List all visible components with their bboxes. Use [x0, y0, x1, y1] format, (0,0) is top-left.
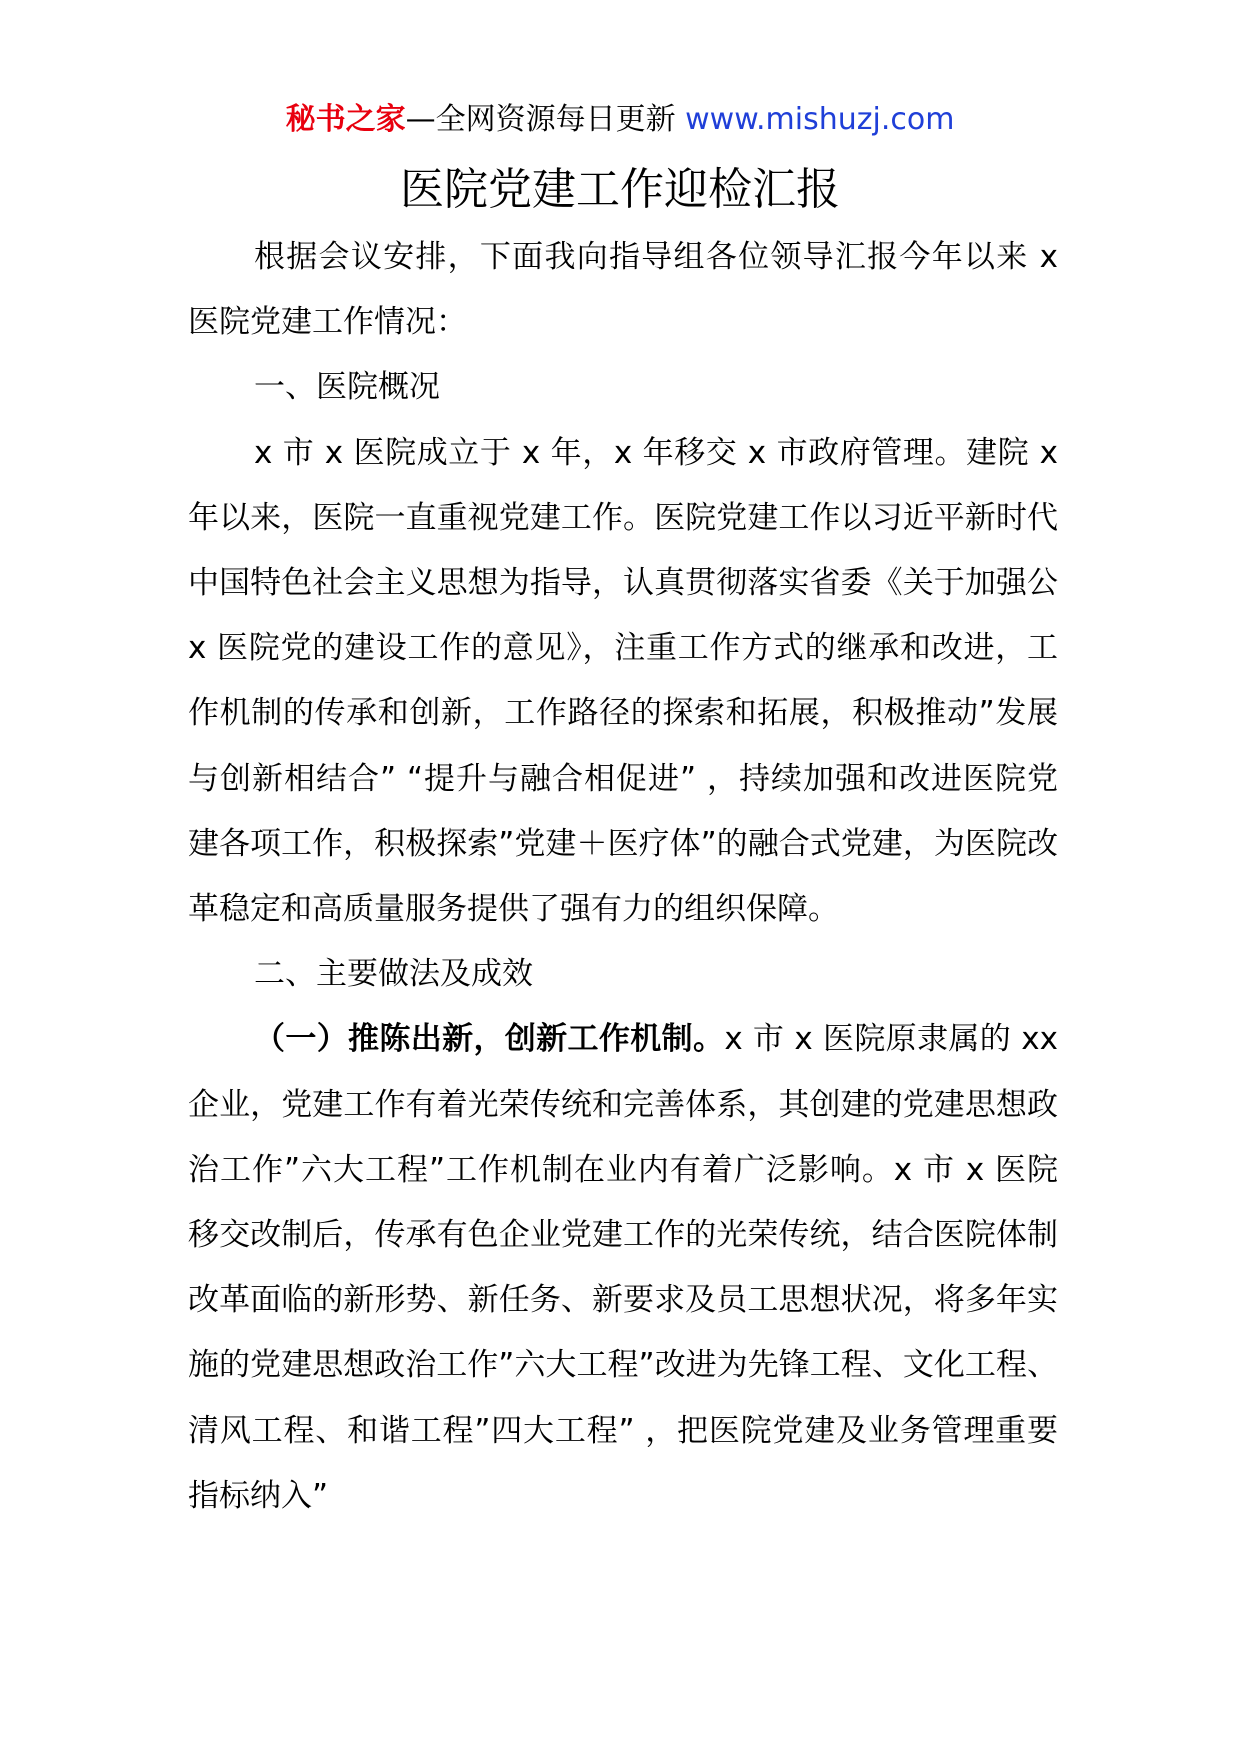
subsection-lead: （一）推陈出新，创新工作机制。 — [254, 1021, 725, 1058]
subsection-paragraph — [188, 1007, 1058, 1529]
section-heading-practices: 二、主要做法及成效 — [254, 956, 533, 993]
overview-paragraph: x 市 x 医院成立于 x 年，x 年移交 x 市政府管理。建院 x 年以来，医院一直重视党建工作。医院党建工作以习近平新时代中国特色社会主义思想为指导，认真贯彻落实省委《关于加强公 x 医院党的建设工作的意见》，注重工作方式的继承和改进，工作机制的传承和创新，工作路径的探索和拓展，积极推动”发展与创新相结合” “提升与融合相促进” ，持续加强和改进医院党建各项工作，积极探索”党建＋医疗体”的融合式党建，为医院改革稳定和高质量服务提供了强有力的组织保障。 — [188, 434, 1058, 928]
section-heading-overview: 一、医院概况 — [254, 369, 440, 406]
site-url-link[interactable]: www.mishuzj.com — [685, 102, 955, 137]
site-header — [0, 100, 1240, 140]
document-body — [188, 225, 1058, 1529]
intro-paragraph: 根据会议安排，下面我向指导组各位领导汇报今年以来 x 医院党建工作情况： — [188, 239, 1058, 341]
site-tagline: —全网资源每日更新 — [405, 102, 686, 137]
document-title: 医院党建工作迎检汇报 — [400, 164, 840, 215]
site-brand: 秘书之家 — [285, 102, 406, 137]
subsection-text: x 市 x 医院原隶属的 xx 企业，党建工作有着光荣传统和完善体系，其创建的党建思想政治工作”六大工程”工作机制在业内有着广泛影响。x 市 x 医院移交改制后，传承有色企业党建工作的光荣传统，结合医院体制改革面临的新形势、新任务、新要求及员工思想状况，将多年实施的党建思想政治工作”六大工程”改进为先锋工程、文化工程、清风工程、和谐工程”四大工程” ，把医院党建及业务管理重要指标纳入” — [188, 1021, 1058, 1514]
